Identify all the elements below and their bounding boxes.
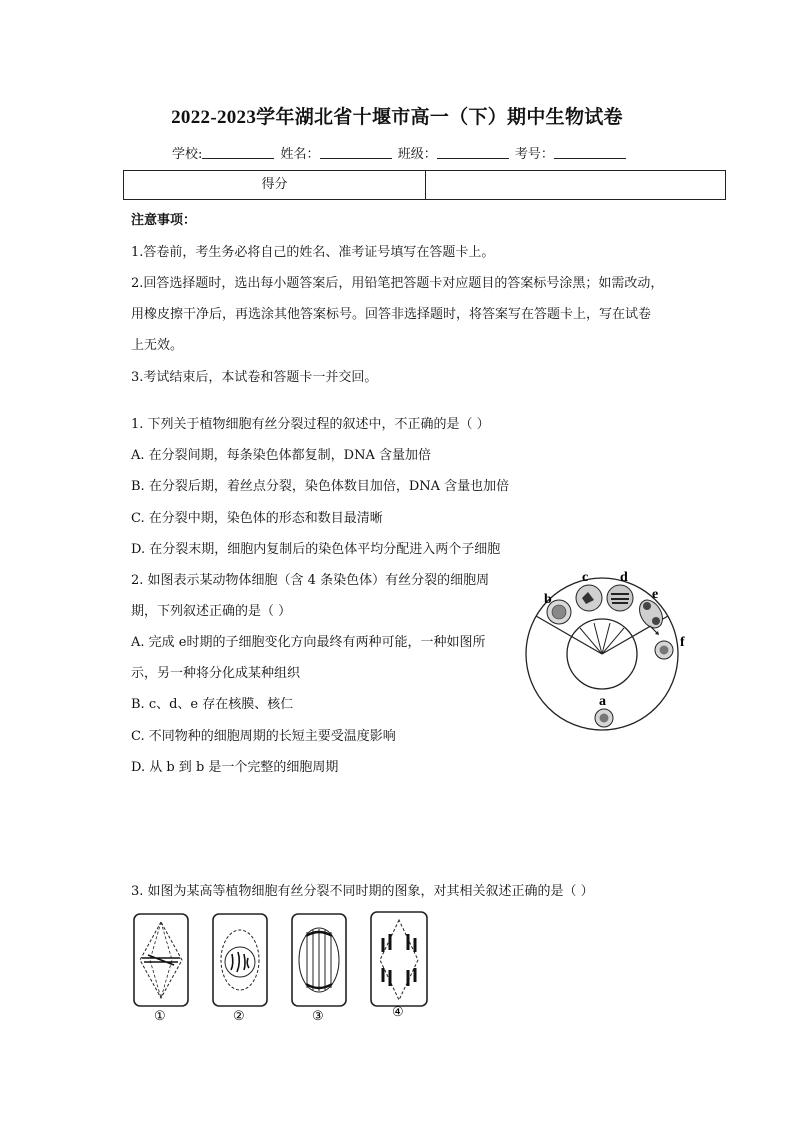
- stage-3-cell: [292, 914, 346, 1006]
- label-f: f: [680, 635, 685, 650]
- note-item-2-line2: 用橡皮擦干净后，再选涂其他答案标号。回答非选择题时，将答案写在答题卡上，写在试卷: [131, 307, 652, 322]
- score-label: 得分: [124, 171, 426, 199]
- exam-no-blank[interactable]: [554, 146, 626, 159]
- school-blank[interactable]: [202, 146, 274, 159]
- class-label: 班级：: [397, 147, 437, 162]
- q2-stem-line2: 期，下列叙述正确的是（ ）: [131, 604, 292, 619]
- name-label: 姓名：: [280, 147, 320, 162]
- note-item-1: 1.答卷前，考生务必将自己的姓名、准考证号填写在答题卡上。: [131, 245, 495, 260]
- q2-option-d[interactable]: D. 从 b 到 b 是一个完整的细胞周期: [131, 760, 339, 775]
- class-blank[interactable]: [437, 146, 509, 159]
- label-c: c: [582, 570, 589, 585]
- stage-1-cell: [134, 914, 188, 1006]
- score-value-cell: [426, 171, 725, 199]
- q2-option-a-line2[interactable]: 示，另一种将分化成某种组织: [131, 666, 301, 681]
- stage-1-label: ①: [154, 1008, 166, 1023]
- q1-stem: 1. 下列关于植物细胞有丝分裂过程的叙述中，不正确的是（ ）: [131, 417, 490, 432]
- exam-no-label: 考号：: [514, 147, 554, 162]
- cell-a: [595, 709, 613, 727]
- student-info-row: [172, 143, 628, 162]
- stage-4-cell: [371, 912, 427, 1006]
- q1-option-d[interactable]: D. 在分裂末期，细胞内复制后的染色体平均分配进入两个子细胞: [131, 542, 501, 557]
- cell-c: [576, 585, 602, 611]
- page-title: 2022-2023学年湖北省十堰市高一（下）期中生物试卷: [171, 107, 623, 128]
- notes-heading: 注意事项：: [131, 213, 197, 228]
- stage-2-label: ②: [233, 1008, 245, 1023]
- cell-d: [607, 585, 633, 611]
- label-b: b: [544, 592, 552, 607]
- name-blank[interactable]: [320, 146, 392, 159]
- q2-option-a-line1[interactable]: A. 完成 e时期的子细胞变化方向最终有两种可能，一种如图所: [131, 635, 486, 650]
- label-d: d: [620, 570, 628, 585]
- label-e: e: [652, 587, 659, 602]
- stage-2-cell: [213, 914, 267, 1006]
- q1-option-a[interactable]: A. 在分裂间期，每条染色体都复制，DNA 含量加倍: [131, 448, 431, 463]
- stage-3-label: ③: [312, 1008, 324, 1023]
- q2-stem-line1: 2. 如图表示某动物体细胞（含 4 条染色体）有丝分裂的细胞周: [131, 573, 490, 588]
- q1-option-c[interactable]: C. 在分裂中期，染色体的形态和数目最清晰: [131, 511, 383, 526]
- note-item-3: 3.考试结束后，本试卷和答题卡一并交回。: [131, 370, 378, 385]
- note-item-2-line3: 上无效。: [131, 338, 184, 353]
- school-label: 学校:: [172, 147, 203, 162]
- score-table: [123, 170, 726, 200]
- q2-option-c[interactable]: C. 不同物种的细胞周期的长短主要受温度影响: [131, 729, 396, 744]
- cell-cycle-figure: [522, 568, 702, 738]
- label-a: a: [599, 694, 606, 709]
- q3-stem: 3. 如图为某高等植物细胞有丝分裂不同时期的图象，对其相关叙述正确的是（ ）: [131, 884, 594, 899]
- mitosis-stages-figure: [128, 908, 438, 1023]
- stage-4-label: ④: [392, 1004, 404, 1019]
- note-item-2-line1: 2.回答选择题时，选出每小题答案后，用铅笔把答题卡对应题目的答案标号涂黑；如需改动，: [131, 276, 664, 291]
- q2-option-b[interactable]: B. c、d、e 存在核膜、核仁: [131, 697, 294, 712]
- q1-option-b[interactable]: B. 在分裂后期，着丝点分裂，染色体数目加倍，DNA 含量也加倍: [131, 479, 510, 494]
- cell-f: [655, 641, 673, 659]
